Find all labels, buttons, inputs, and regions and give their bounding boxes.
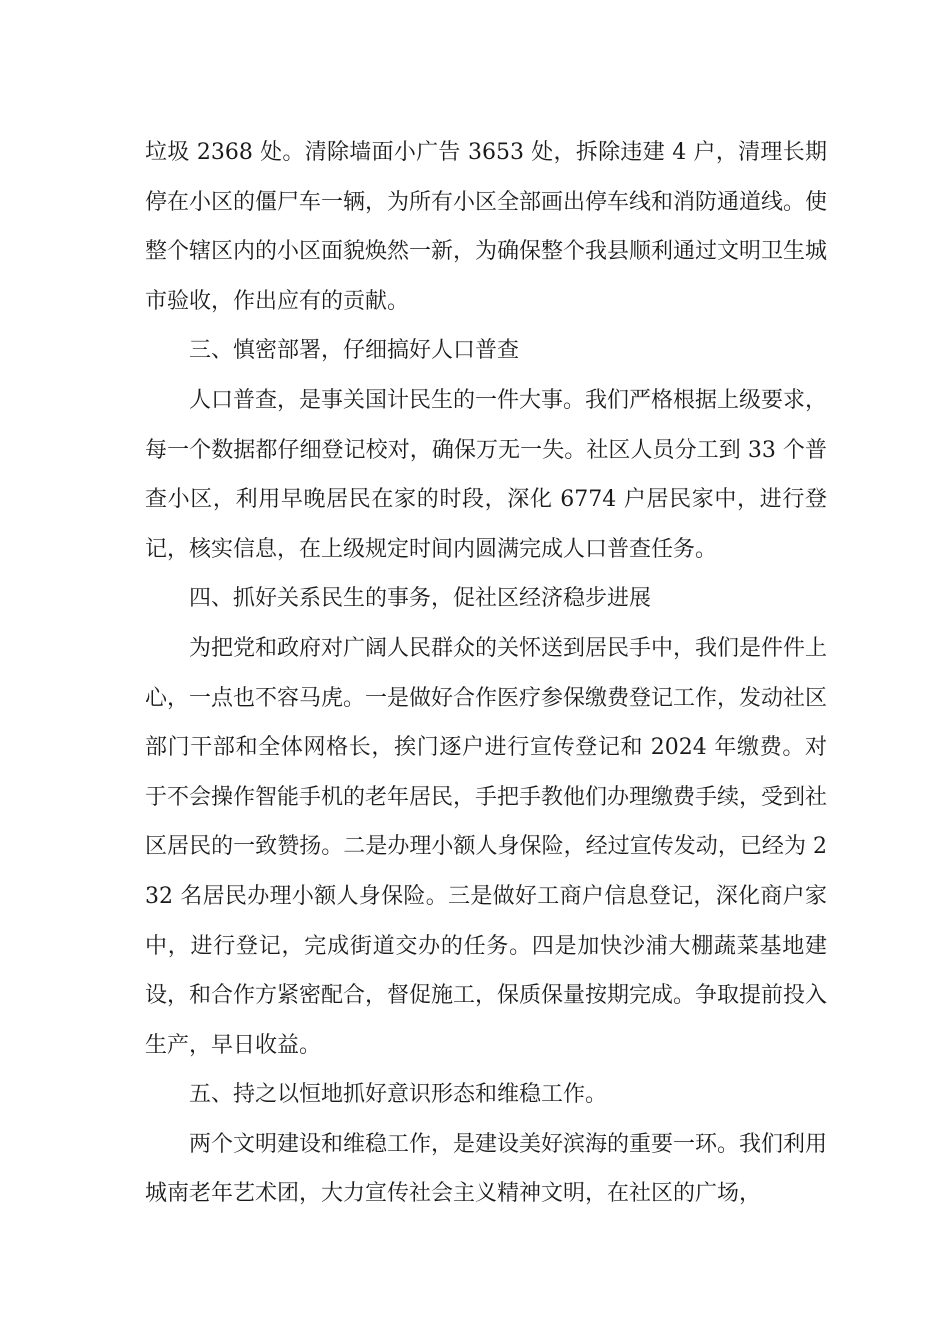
paragraph-livelihood: 为把党和政府对广阔人民群众的关怀送到居民手中，我们是件件上心，一点也不容马虎。一是做好合作医疗参保缴费登记工作，发动社区部门干部和全体网格长，挨门逐户进行宣传登记和 2024 年缴费。对于不会操作智能手机的老年居民，手把手教他们办理缴费手续，受到社区居民的一致赞扬。二是办理小额人身保险，经过宣传发动，已经为 232 名居民办理小额人身保险。三是做好工商户信息登记，深化商户家中，进行登记，完成街道交办的任务。四是加快沙浦大棚蔬菜基地建设，和合作方紧密配合，督促施工，保质保量按期完成。争取提前投入生产，早日收益。 [145,635,828,1058]
paragraph-census: 人口普查，是事关国计民生的一件大事。我们严格根据上级要求，每一个数据都仔细登记校对，确保万无一失。社区人员分工到 33 个普查小区，利用早晚居民在家的时段，深化 6774 户居民家中，进行登记，核实信息，在上级规定时间内圆满完成人口普查任务。 [145,387,828,562]
section-heading-5: 五、持之以恒地抓好意识形态和维稳工作。 [189,1082,608,1108]
document-body [145,128,827,1219]
section-heading-4: 四、抓好关系民生的事务，促社区经济稳步进展 [189,586,652,612]
paragraph-continued: 垃圾 2368 处。清除墙面小广告 3653 处，拆除违建 4 户，清理长期停在小区的僵尸车一辆，为所有小区全部画出停车线和消防通道线。使整个辖区内的小区面貌焕然一新，为确保整个我县顺利通过文明卫生城市验收，作出应有的贡献。 [145,140,828,314]
section-heading-3: 三、慎密部署，仔细搞好人口普查 [189,338,520,364]
paragraph-stability: 两个文明建设和维稳工作，是建设美好滨海的重要一环。我们利用城南老年艺术团，大力宣传社会主义精神文明，在社区的广场， [145,1131,828,1207]
